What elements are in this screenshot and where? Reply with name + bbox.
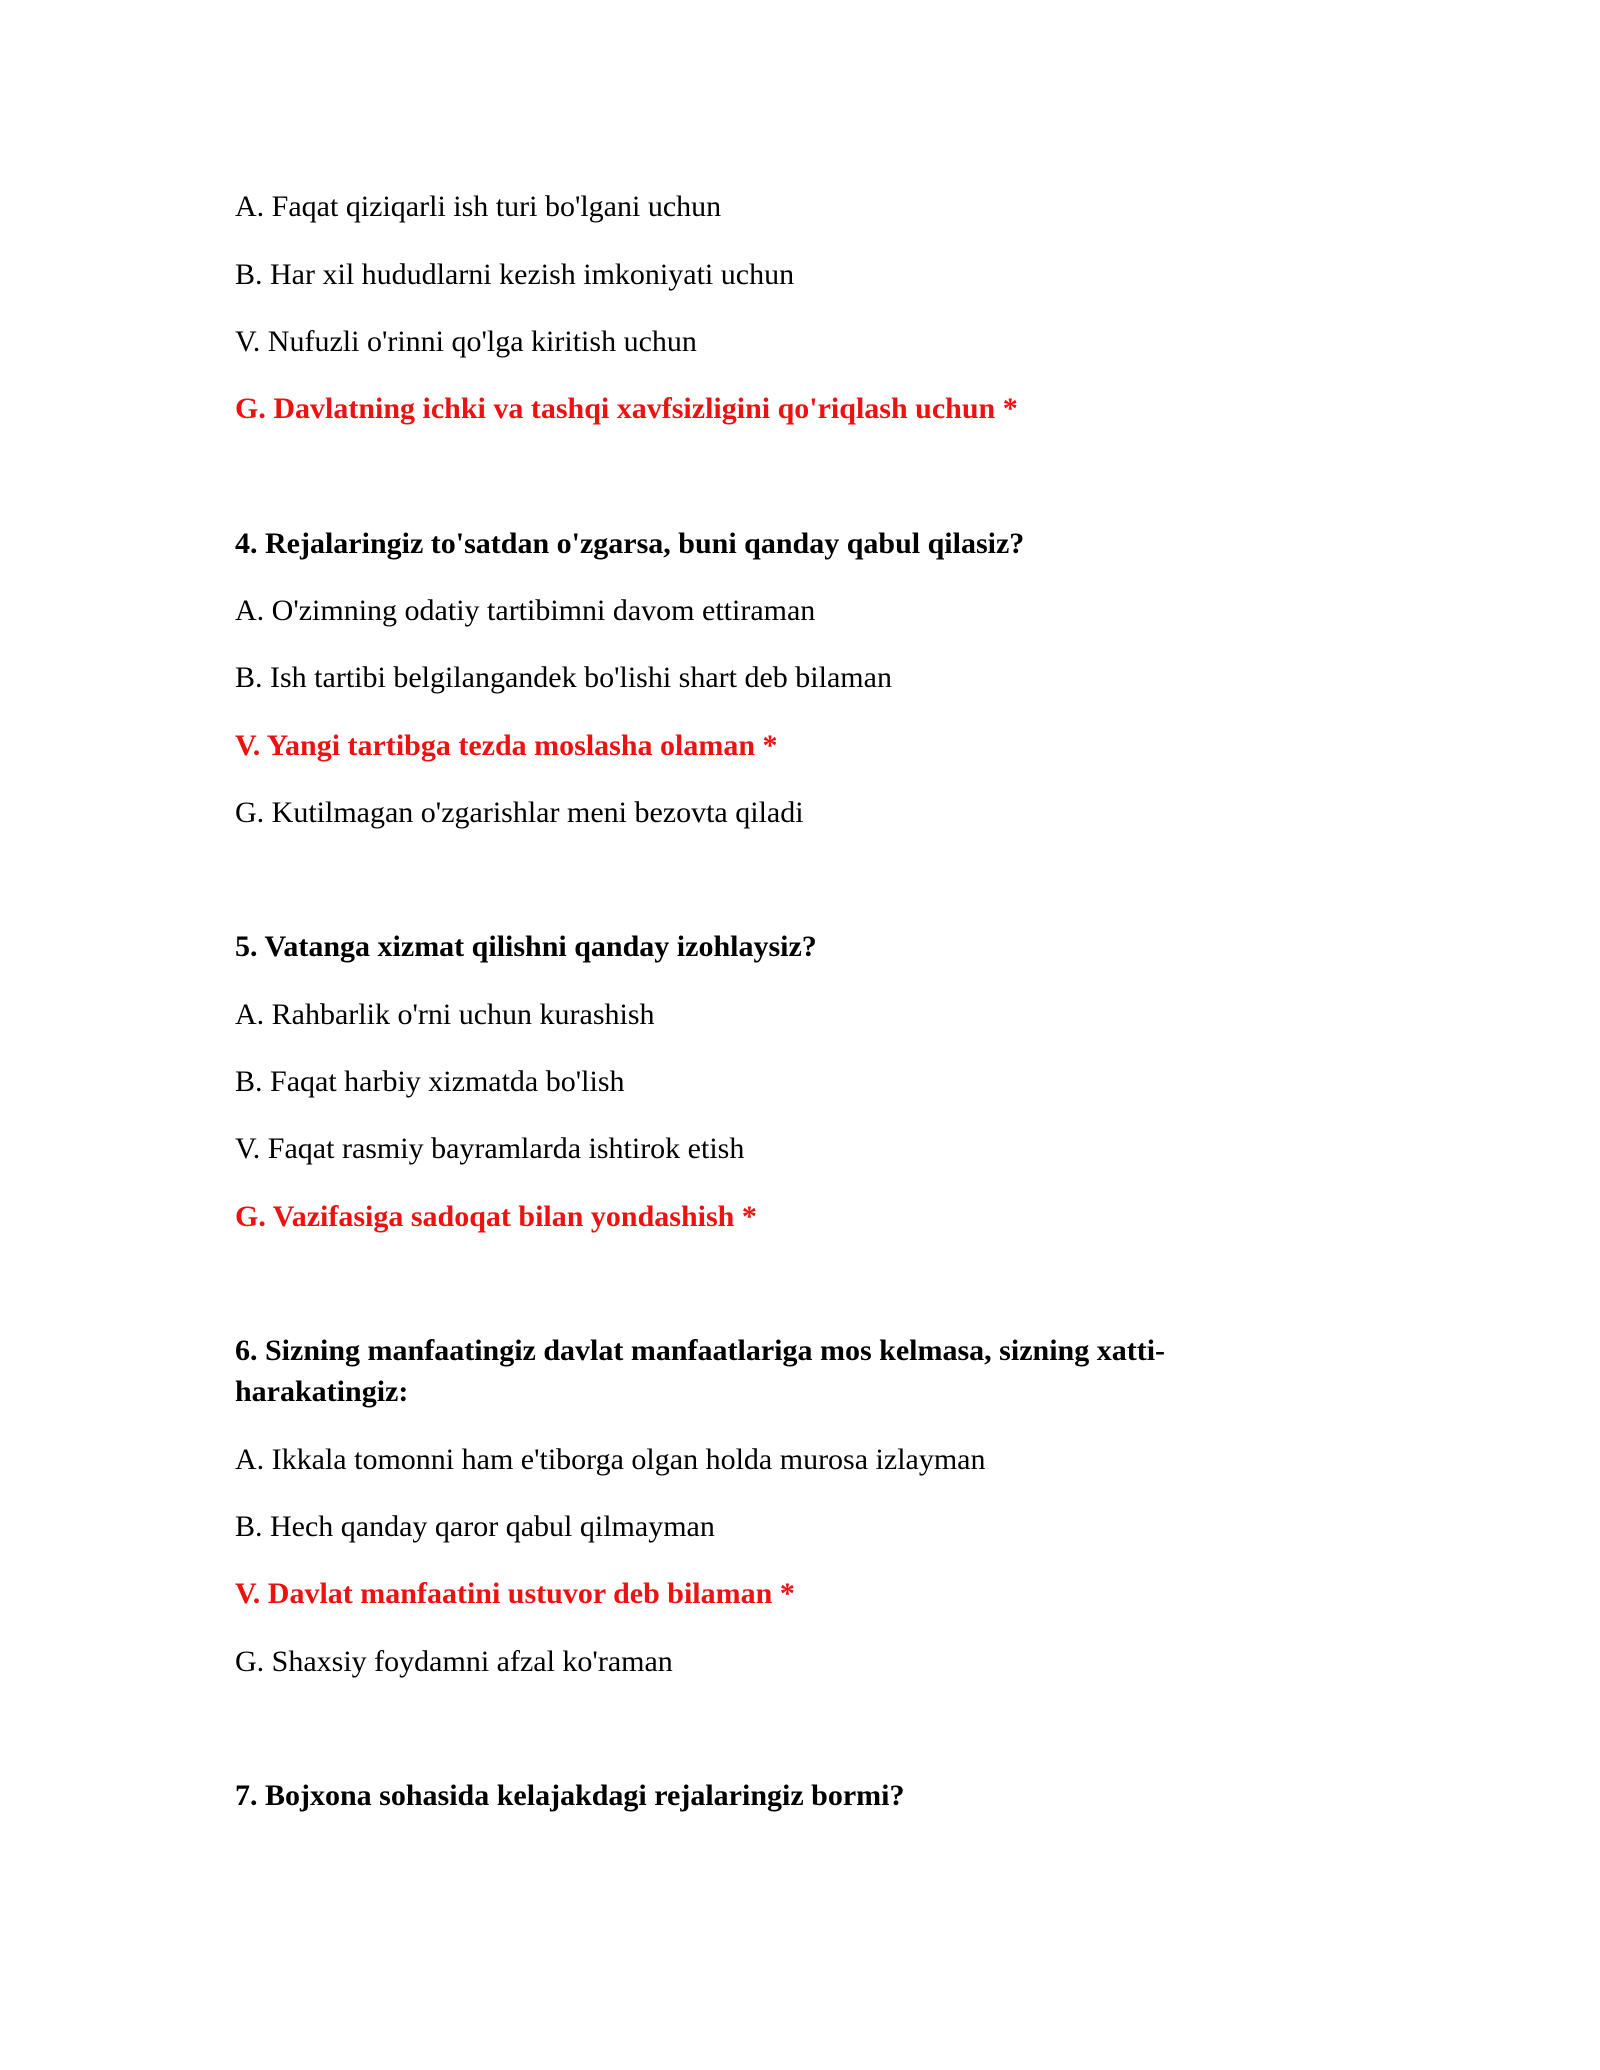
q3-option-a: A. Faqat qiziqarli ish turi bo'lgani uchun	[235, 190, 722, 223]
q6-option-b: B. Hech qanday qaror qabul qilmayman	[235, 1510, 715, 1543]
q4-option-g: G. Kutilmagan o'zgarishlar meni bezovta qiladi	[235, 796, 804, 829]
question-5: 5. Vatanga xizmat qilishni qanday izohlaysiz?	[235, 930, 817, 963]
question-7: 7. Bojxona sohasida kelajakdagi rejalaringiz bormi?	[235, 1779, 905, 1812]
q4-option-v-correct: V. Yangi tartibga tezda moslasha olaman *	[235, 729, 778, 762]
q4-option-a: A. O'zimning odatiy tartibimni davom ettiraman	[235, 594, 816, 627]
q5-option-v: V. Faqat rasmiy bayramlarda ishtirok etish	[235, 1132, 745, 1165]
question-6: 6. Sizning manfaatingiz davlat manfaatlariga mos kelmasa, sizning xatti-harakatingiz:	[235, 1334, 1166, 1408]
q3-option-v: V. Nufuzli o'rinni qo'lga kiritish uchun	[235, 325, 697, 358]
q5-option-a: A. Rahbarlik o'rni uchun kurashish	[235, 998, 655, 1031]
question-4: 4. Rejalaringiz to'satdan o'zgarsa, buni qanday qabul qilasiz?	[235, 527, 1025, 560]
q3-option-b: B. Har xil hududlarni kezish imkoniyati uchun	[235, 258, 795, 291]
q6-option-a: A. Ikkala tomonni ham e'tiborga olgan holda murosa izlayman	[235, 1443, 986, 1476]
q5-option-b: B. Faqat harbiy xizmatda bo'lish	[235, 1065, 625, 1098]
q5-option-g-correct: G. Vazifasiga sadoqat bilan yondashish *	[235, 1200, 757, 1233]
q4-option-b: B. Ish tartibi belgilangandek bo'lishi shart deb bilaman	[235, 661, 892, 694]
q3-option-g-correct: G. Davlatning ichki va tashqi xavfsizligini qo'riqlash uchun *	[235, 392, 1018, 425]
q6-option-g: G. Shaxsiy foydamni afzal ko'raman	[235, 1645, 673, 1678]
q6-option-v-correct: V. Davlat manfaatini ustuvor deb bilaman *	[235, 1577, 795, 1610]
